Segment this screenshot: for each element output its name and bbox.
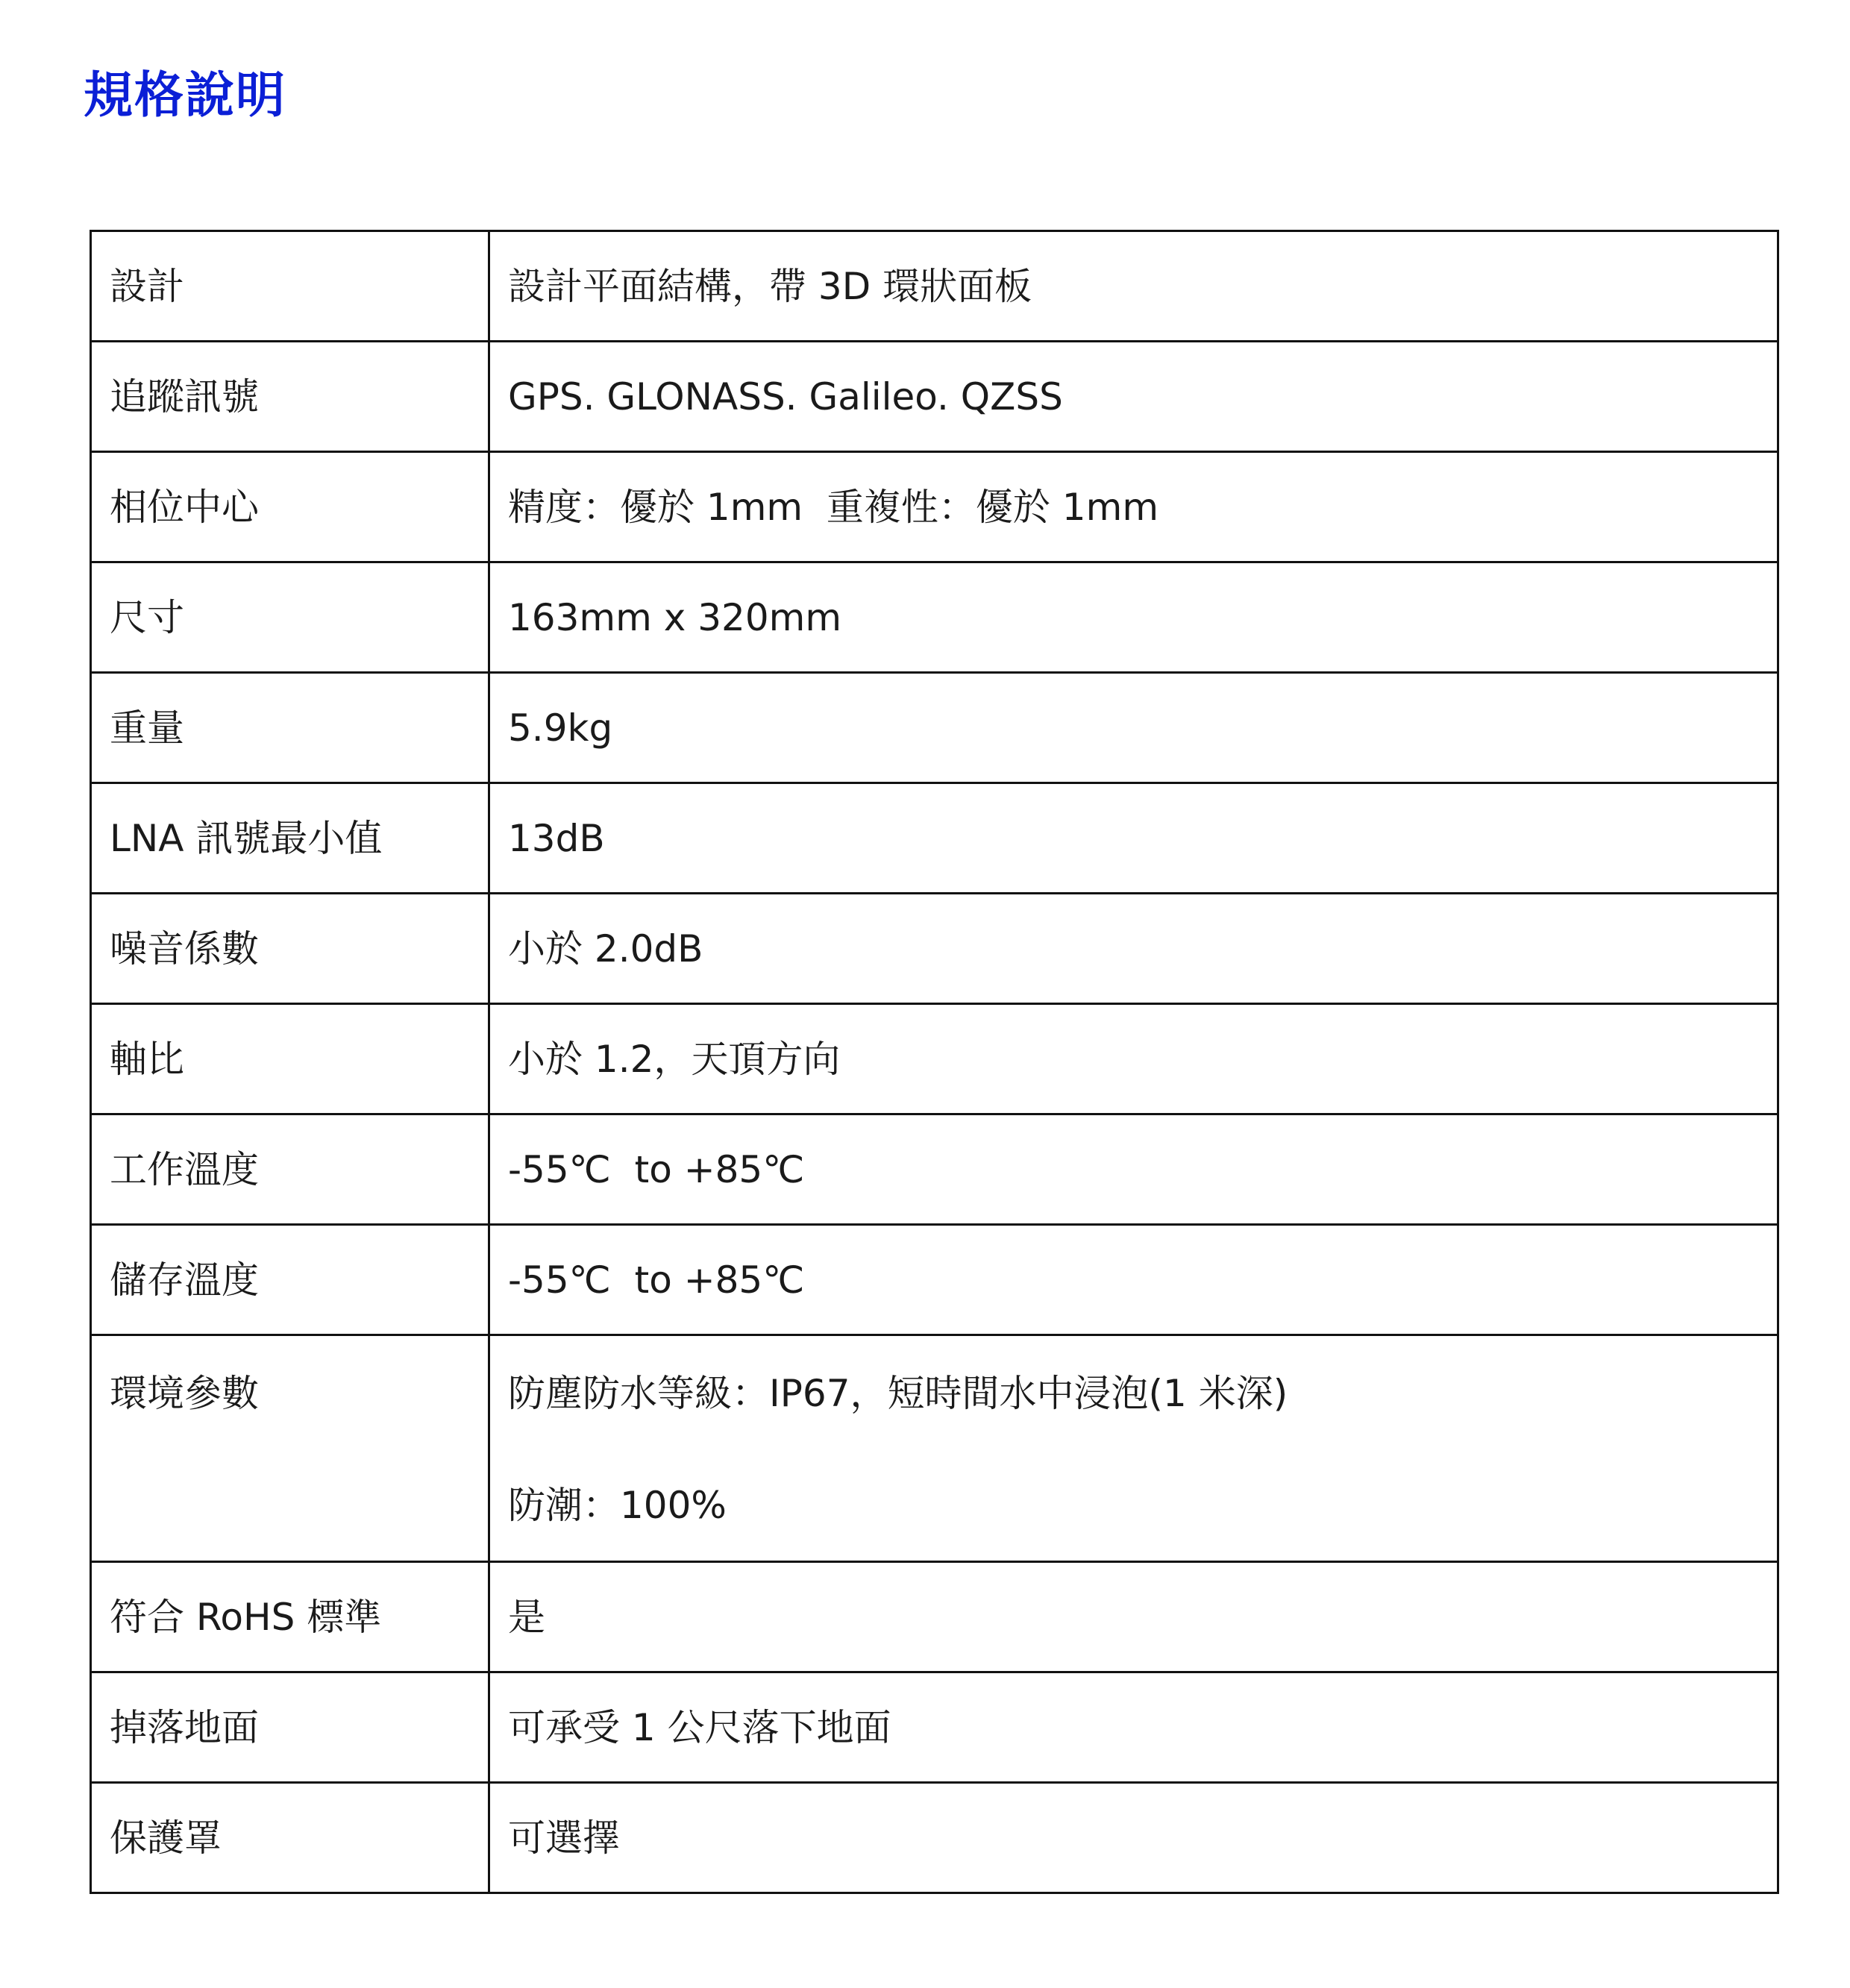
row-label: 保護罩	[91, 1783, 489, 1893]
table-row	[91, 894, 1778, 1004]
row-value: GPS. GLONASS. Galileo. QZSS	[489, 342, 1778, 452]
row-label: LNA 訊號最小值	[91, 783, 489, 894]
row-value: 可承受 1 公尺落下地面	[489, 1672, 1778, 1783]
table-row	[91, 1562, 1778, 1672]
row-value: -55℃ to +85℃	[489, 1114, 1778, 1225]
table-row	[91, 673, 1778, 783]
table-row	[91, 342, 1778, 452]
row-value: 小於 2.0dB	[489, 894, 1778, 1004]
row-value-line: 防塵防水等級：IP67，短時間水中浸泡(1 米深)	[508, 1372, 1288, 1415]
row-label: 軸比	[91, 1004, 489, 1114]
spec-table	[90, 230, 1779, 1894]
row-value: 163mm x 320mm	[489, 562, 1778, 673]
table-row	[91, 1783, 1778, 1893]
row-label: 相位中心	[91, 452, 489, 562]
row-label: 儲存溫度	[91, 1225, 489, 1335]
row-value: -55℃ to +85℃	[489, 1225, 1778, 1335]
table-row	[91, 1672, 1778, 1783]
row-value-line: 防潮：100%	[508, 1484, 727, 1527]
row-value: 可選擇	[489, 1783, 1778, 1893]
row-value: 5.9kg	[489, 673, 1778, 783]
row-value: 是	[489, 1562, 1778, 1672]
table-row	[91, 562, 1778, 673]
row-label: 噪音係數	[91, 894, 489, 1004]
row-value	[489, 1335, 1778, 1562]
row-label: 追蹤訊號	[91, 342, 489, 452]
table-row	[91, 1335, 1778, 1562]
row-value: 精度：優於 1mm 重複性：優於 1mm	[489, 452, 1778, 562]
row-value: 13dB	[489, 783, 1778, 894]
table-row	[91, 783, 1778, 894]
table-row	[91, 1225, 1778, 1335]
table-row	[91, 452, 1778, 562]
row-label: 尺寸	[91, 562, 489, 673]
row-label: 設計	[91, 231, 489, 342]
table-row	[91, 1004, 1778, 1114]
page-title: 規格說明	[84, 66, 286, 124]
row-label: 環境參數	[91, 1335, 489, 1562]
row-label: 重量	[91, 673, 489, 783]
row-value: 設計平面結構，帶 3D 環狀面板	[489, 231, 1778, 342]
row-label: 符合 RoHS 標準	[91, 1562, 489, 1672]
row-label: 掉落地面	[91, 1672, 489, 1783]
table-row	[91, 1114, 1778, 1225]
row-value: 小於 1.2，天頂方向	[489, 1004, 1778, 1114]
table-row	[91, 231, 1778, 342]
row-label: 工作溫度	[91, 1114, 489, 1225]
